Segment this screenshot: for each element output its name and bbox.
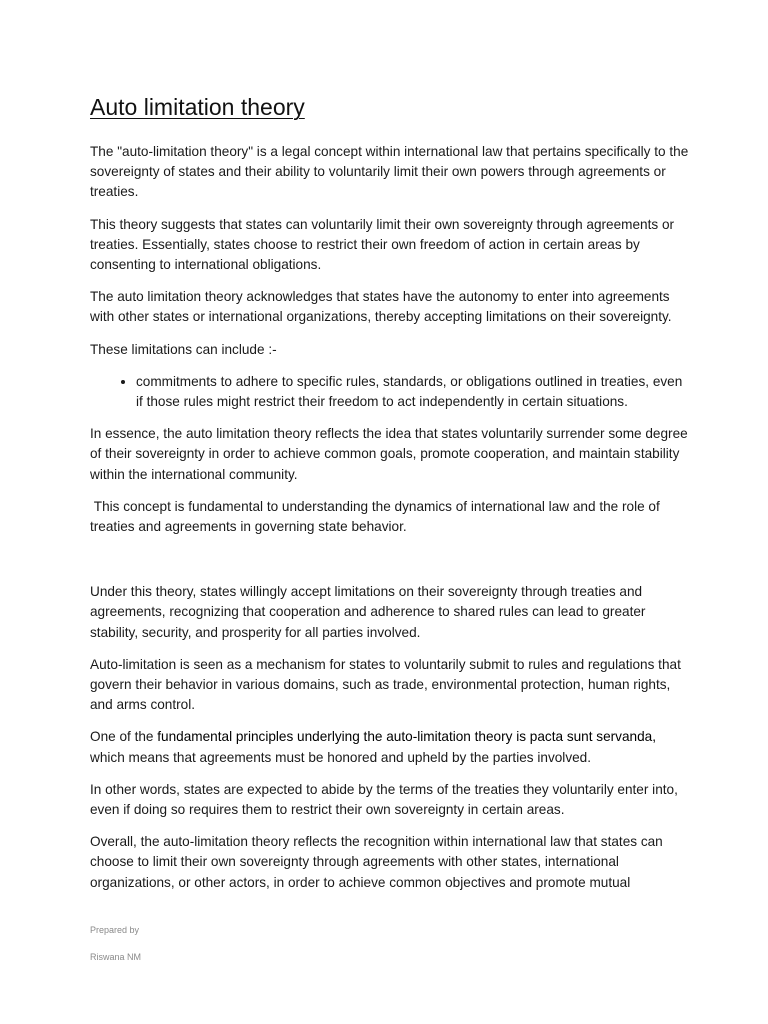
document-title: Auto limitation theory [90,94,305,120]
document-page [90,92,690,905]
pacta-highlight: fundamental principles underlying the auto-limitation theory is pacta sunt servanda, [157,729,656,745]
pacta-text-end: which means that agreements must be honored and upheld by the parties involved. [90,749,592,765]
paragraph-pacta-sunt-servanda [90,727,690,767]
footer-prepared-label: Prepared by [90,925,140,935]
list-item: • commitments to adhere to specific rules, standards, or obligations outlined in treaties, even if those rules might restrict their freedom to act independently in certain situations. [136,372,690,412]
footer-author: Riswana NM [90,952,142,962]
paragraph-theory-suggests: This theory suggests that states can voluntarily limit their own sovereignty through agreements or treaties. Essentially, states choose to restrict their own freedom of action in certain areas by consenting to international obligations. [90,216,675,273]
paragraph-essence: In essence, the auto limitation theory reflects the idea that states voluntarily surrender some degree of their sovereignty in order to achieve common goals, promote cooperation, and maintain stability within the international community. [90,426,688,482]
paragraph-other-words: In other words, states are expected to abide by the terms of the treaties they voluntarily enter into, even if doing so requires them to restrict their own sovereignty in certain areas. [90,781,678,818]
pacta-text-start: One of the [90,729,158,745]
paragraph-overall: Overall, the auto-limitation theory reflects the recognition within international law that states can choose to limit their own sovereignty through agreements with other states, international organizations, or other actors, in order to achieve common objectives and promote mutual [90,834,663,890]
limitations-list [90,372,690,412]
paragraph-fundamental: This concept is fundamental to understanding the dynamics of international law and the role of treaties and agreements in governing state behavior. [90,498,664,535]
paragraph-intro: The "auto-limitation theory" is a legal concept within international law that pertains specifically to the sovereignty of states and their ability to voluntarily limit their own powers through agreements or treaties. [90,144,689,200]
paragraph-under-theory: Under this theory, states willingly accept limitations on their sovereignty through treaties and agreements, recognizing that cooperation and adherence to shared rules can lead to greater stability, security, and prosperity for all parties involved. [90,584,646,640]
paragraph-mechanism: Auto-limitation is seen as a mechanism for states to voluntarily submit to rules and regulations that govern their behavior in various domains, such as trade, environmental protection, human rights, and arms control. [90,656,681,713]
paragraph-limitations-intro: These limitations can include :- [90,341,277,357]
spacer [90,549,690,582]
paragraph-autonomy: The auto limitation theory acknowledges that states have the autonomy to enter into agreements with other states or international organizations, thereby accepting limitations on their sovereignty. [90,289,672,325]
